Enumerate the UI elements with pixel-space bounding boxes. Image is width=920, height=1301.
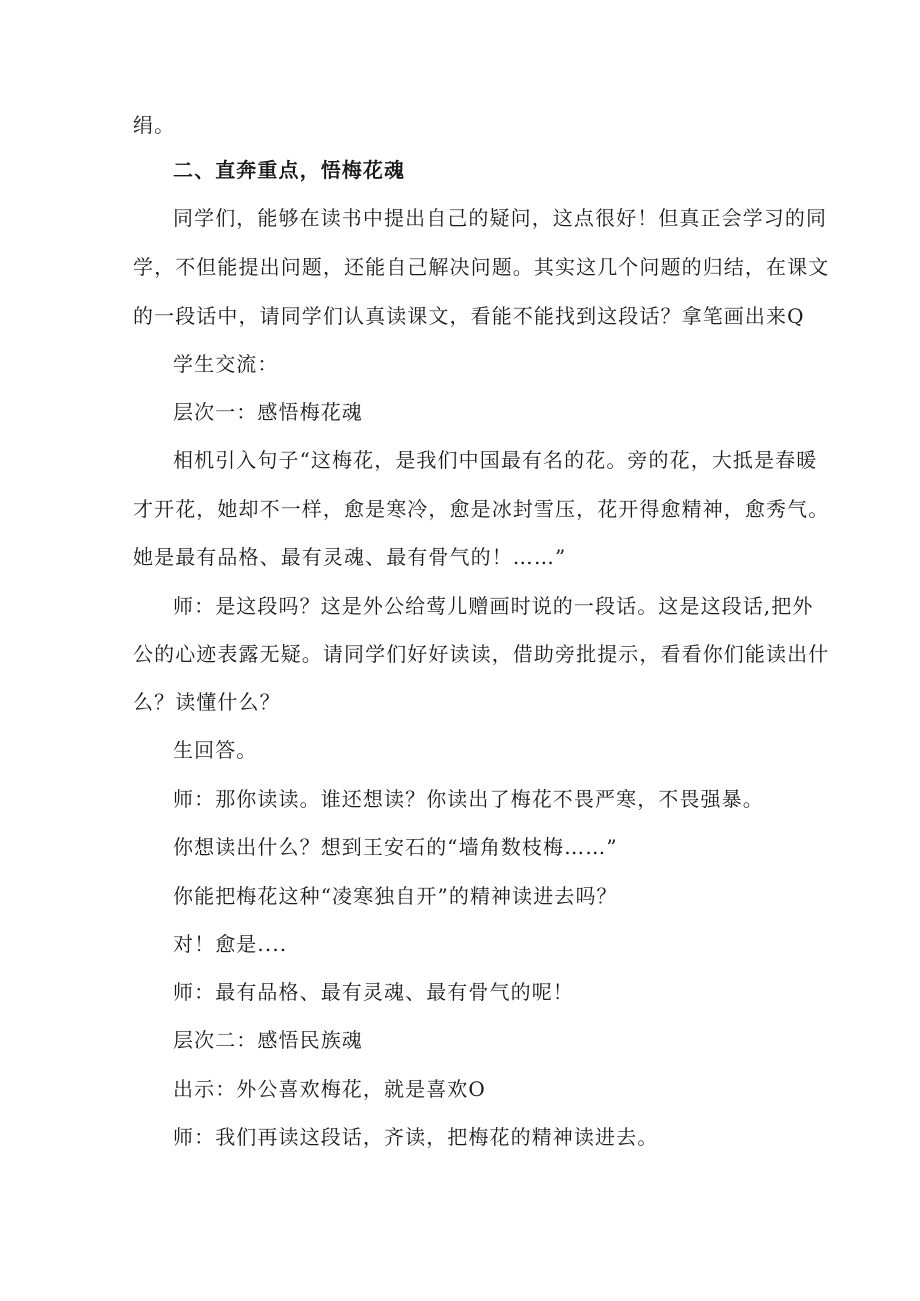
subsection-heading: 层次一：感悟梅花魂 [173,400,363,424]
text-line: 学生交流： [173,352,279,376]
text-line: 师：我们再读这段话，齐读，把梅花的精神读进去。 [173,1125,659,1149]
subsection-heading: 层次二：感悟民族魂 [173,1028,363,1052]
text-line: 你想读出什么？想到王安石的“墙角数枝梅……” [173,835,618,859]
text-line: 么？读懂什么？ [133,690,281,714]
text-line: 生回答。 [173,738,258,762]
text-line: 公的心迹表露无疑。请同学们好好读读，借助旁批提示，看看你们能读出什 [133,642,830,666]
text-line: 出示：外公喜欢梅花，就是喜欢O [173,1077,486,1101]
text-line: 的一段话中，请同学们认真读课文，看能不能找到这段话？拿笔画出来Q [133,304,805,328]
text-line: 同学们，能够在读书中提出自己的疑问，这点很好！但真正会学习的同 [173,206,828,230]
text-line: 你能把梅花这种“凌寒独自开”的精神读进去吗？ [173,884,618,908]
text-line: 才开花，她却不一样，愈是寒冷，愈是冰封雪压，花开得愈精神，愈秀气。 [133,497,830,521]
section-heading: 二、直奔重点，悟梅花魂 [173,158,406,182]
text-line: 绢。 [133,113,176,137]
text-line: 师：是这段吗？这是外公给莺儿赠画时说的一段话。这是这段话,把外 [173,594,814,618]
text-line: 对！愈是.... [173,932,288,956]
text-line: 她是最有品格、最有灵魂、最有骨气的！……” [133,545,567,569]
text-line: 师：那你读读。谁还想读？你读出了梅花不畏严寒，不畏强暴。 [173,787,764,811]
text-line: 师：最有品格、最有灵魂、最有骨气的呢！ [173,980,574,1004]
text-line: 相机引入句子“这梅花，是我们中国最有名的花。旁的花，大抵是春暖 [173,448,818,472]
text-line: 学，不但能提出问题，还能自己解决问题。其实这几个问题的归结，在课文 [133,255,830,279]
